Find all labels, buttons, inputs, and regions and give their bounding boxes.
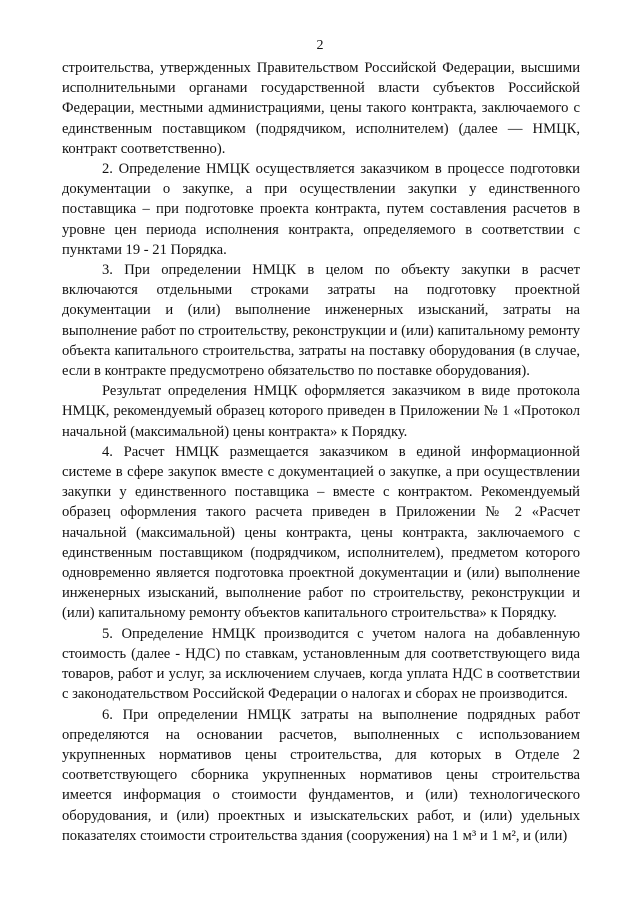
paragraph-protocol-result: Результат определения НМЦК оформляется заказчиком в виде протокола НМЦК, рекомендуемый образец которого приведен в Приложении № 1 «Протокол начальной (максимальной) цены контракта» к Порядку. [62,383,580,440]
document-body [62,58,580,846]
paragraph-continuation: строительства, утвержденных Правительством Российской Федерации, высшими исполнительными органами государственной власти субъектов Российской Федерации, местными администрациями, цены такого контракта, заключаемого с единственным поставщиком (подрядчиком, исполнителем) (далее — НМЦК, контракт соответственно). [62,60,580,157]
page-number: 2 [316,38,324,53]
paragraph-item-6: 6. При определении НМЦК затраты на выполнение подрядных работ определяются на основании расчетов, выполненных с использованием укрупненных нормативов цены строительства, для которых в Отделе 2 соответствующего сборника укрупненных нормативов цены строительства имеется информация о стоимости фундаментов, и (или) технологического оборудования, и (или) проектных и изыскательских работ, и (или) удельных показателях стоимости строительства здания (сооружения) на 1 м³ и 1 м², и (или) [62,706,580,844]
paragraph-item-4: 4. Расчет НМЦК размещается заказчиком в единой информационной системе в сфере закупок вместе с документацией о закупке, а при осуществлении закупки у единственного поставщика – вместе с контрактом. Рекомендуемый образец оформления такого расчета приведен в Приложении № 2 «Расчет начальной (максимальной) цены контракта, цены контракта, заключаемого с единственным поставщиком (подрядчиком, исполнителем), предметом которого одновременно является подготовка проектной документации и (или) выполнение инженерных изысканий, выполнение работ по строительству, реконструкции и (или) капитальному ремонту объектов капитального строительства» к Порядку. [62,443,580,622]
paragraph-item-2: 2. Определение НМЦК осуществляется заказчиком в процессе подготовки документации о закупке, а при осуществлении закупки у единственного поставщика – при подготовке проекта контракта, путем составления расчетов в уровне цен периода исполнения контракта, определяемого в соответствии с пунктами 19 - 21 Порядка. [62,161,580,258]
paragraph-item-3: 3. При определении НМЦК в целом по объекту закупки в расчет включаются отдельными строками затраты на подготовку проектной документации и (или) выполнение инженерных изысканий, затраты на выполнение работ по строительству, реконструкции и (или) капитальному ремонту объекта капитального строительства, затраты на поставку оборудования (в случае, если в контракте предусмотрено обязательство по поставке оборудования). [62,262,580,380]
paragraph-item-5: 5. Определение НМЦК производится с учетом налога на добавленную стоимость (далее - НДС) по ставкам, установленным для соответствующего вида товаров, работ и услуг, за исключением случаев, когда уплата НДС в соответствии с законодательством Российской Федерации о налогах и сборах не производится. [62,625,580,703]
